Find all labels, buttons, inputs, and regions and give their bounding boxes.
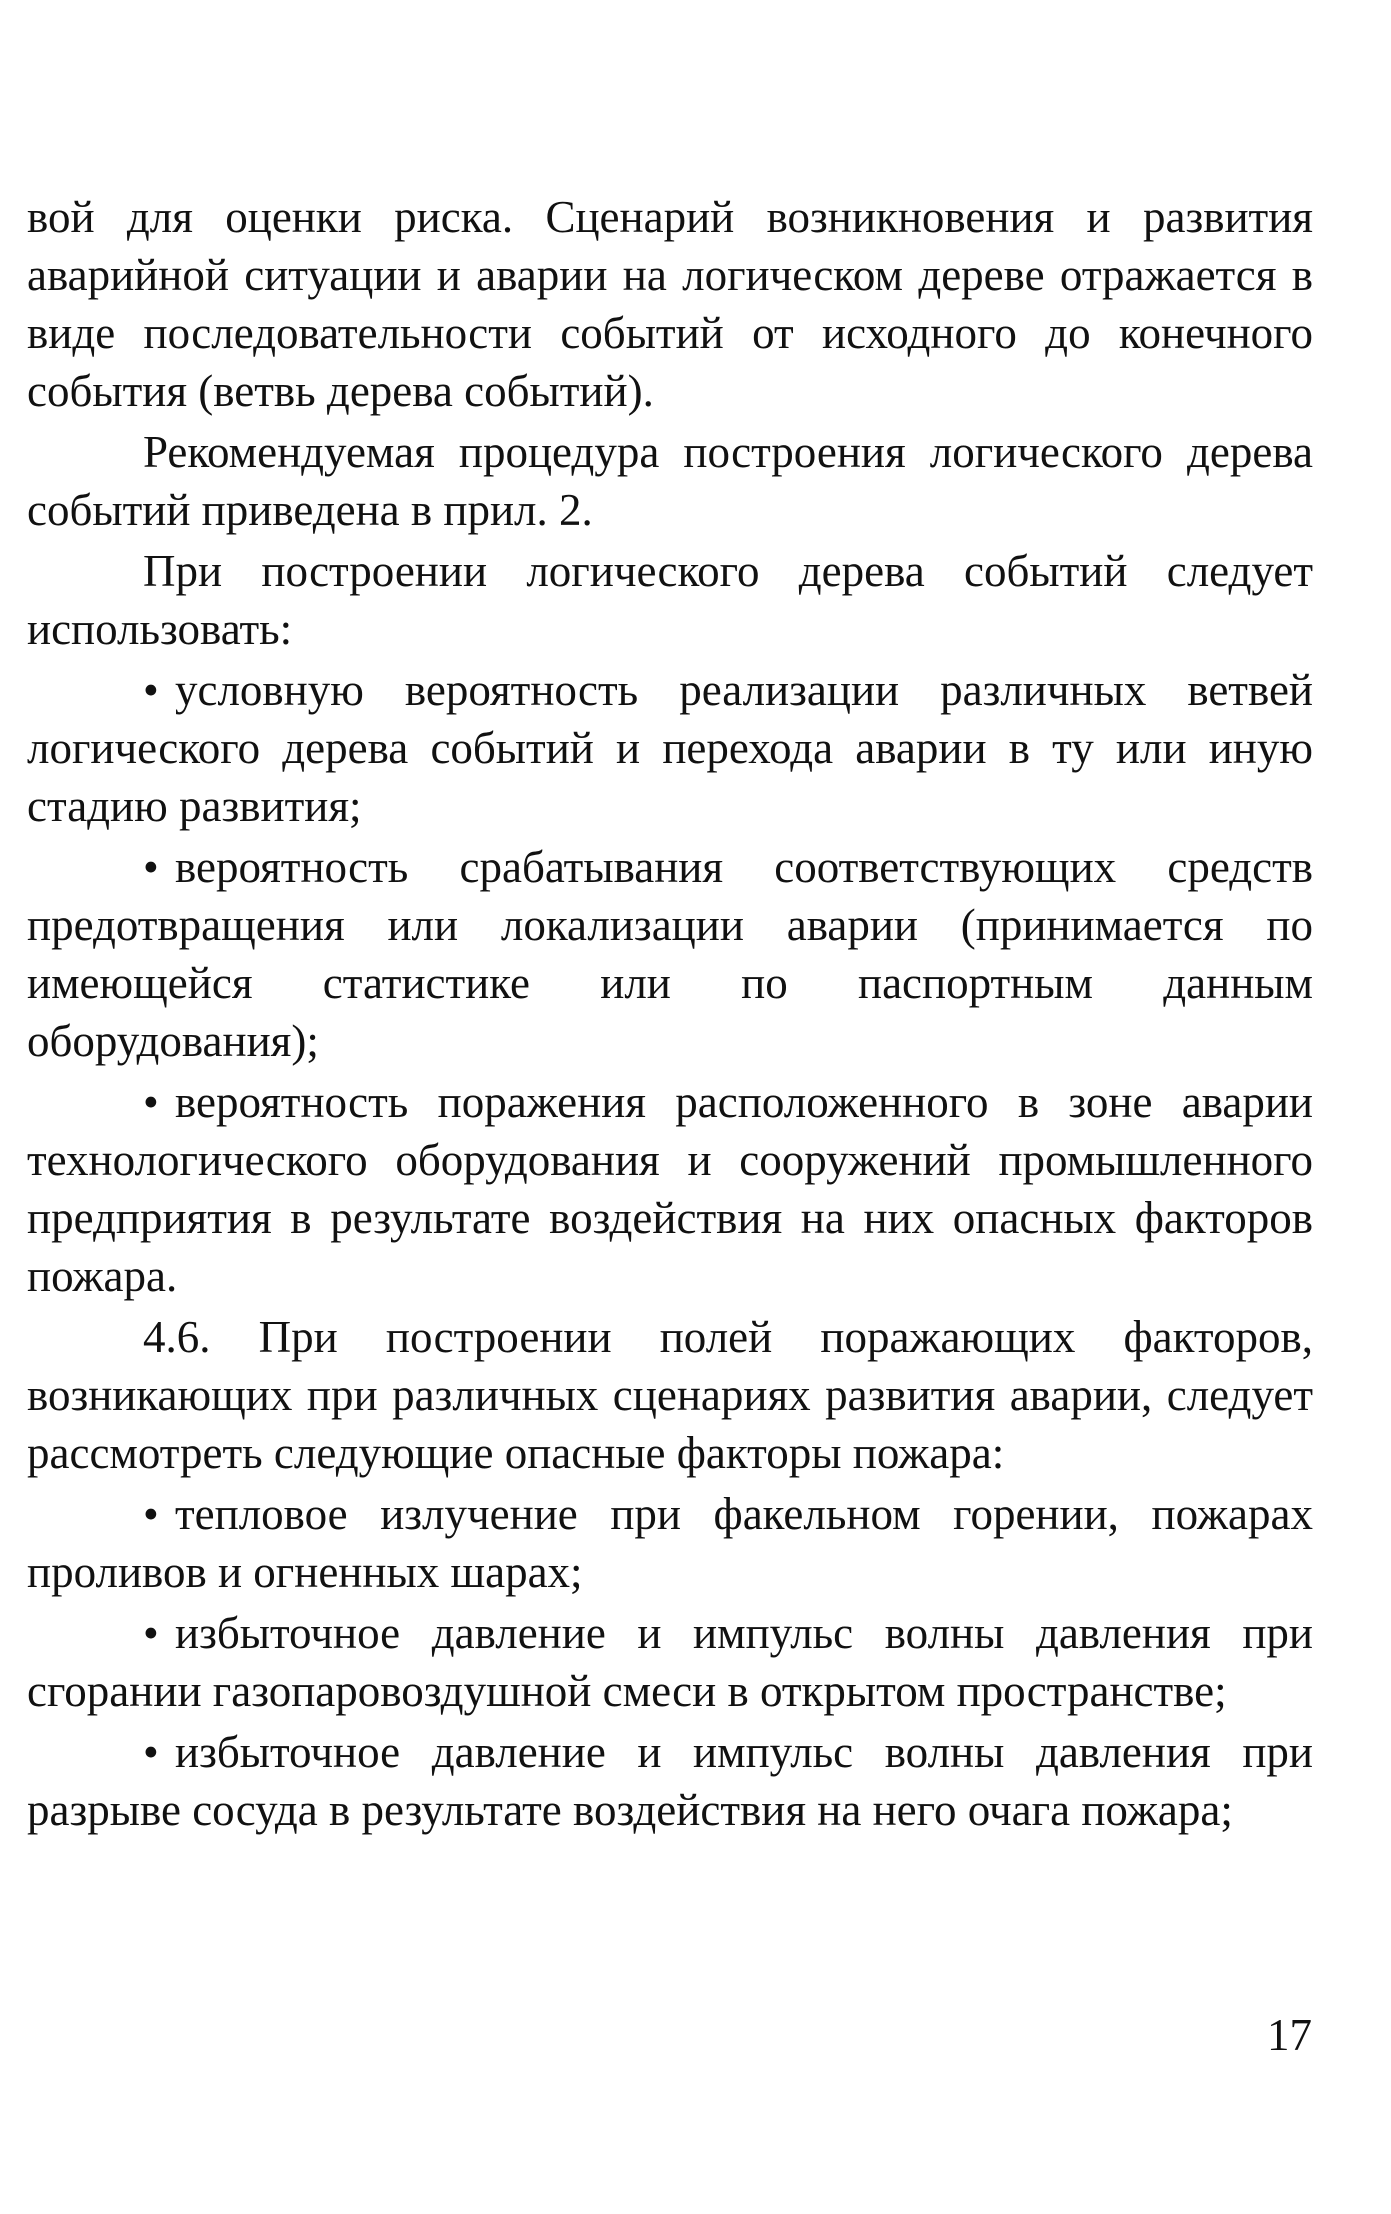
bullet-item bbox=[27, 661, 1313, 835]
bullet-text: тепловое излучение при факельном горении, пожарах проливов и огненных шарах; bbox=[27, 1489, 1313, 1597]
bullet-item bbox=[27, 1485, 1313, 1601]
paragraph: Рекомендуемая процедура построения логического дерева событий приведена в прил. 2. bbox=[27, 427, 1313, 535]
bullet-text: избыточное давление и импульс волны давления при сгорании газопаровоздушной смеси в открытом пространстве; bbox=[27, 1608, 1313, 1716]
bullet-text: вероятность срабатывания соответствующих средств предотвращения или локализации аварии (принимается по имеющейся статистике или по паспортным данным оборудования); bbox=[27, 842, 1313, 1066]
bullet-icon: • bbox=[143, 665, 159, 715]
paragraph: 4.6. При построении полей поражающих факторов, возникающих при различных сценариях развития аварии, следует рассмотреть следующие опасные факторы пожара: bbox=[27, 1312, 1313, 1478]
bullet-item bbox=[27, 1604, 1313, 1720]
bullet-icon: • bbox=[143, 842, 159, 892]
paragraph-continued: вой для оценки риска. Сценарий возникновения и развития аварийной ситуации и аварии на логическом дереве отражается в виде последовательности событий от исходного до конечного события (ветвь дерева событий). bbox=[27, 192, 1313, 416]
bullet-item bbox=[27, 838, 1313, 1070]
bullet-text: вероятность поражения расположенного в зоне аварии технологического оборудования и сооружений промышленного предприятия в результате воздействия на них опасных факторов пожара. bbox=[27, 1077, 1313, 1301]
page-body bbox=[27, 188, 1313, 1842]
bullet-text: условную вероятность реализации различных ветвей логического дерева событий и перехода аварии в ту или иную стадию развития; bbox=[27, 665, 1313, 831]
page-number: 17 bbox=[1267, 2010, 1312, 2060]
bullet-icon: • bbox=[143, 1608, 159, 1658]
bullet-text: избыточное давление и импульс волны давления при разрыве сосуда в результате воздействия на него очага пожара; bbox=[27, 1727, 1313, 1835]
bullet-item bbox=[27, 1723, 1313, 1839]
paragraph: При построении логического дерева событий следует использовать: bbox=[27, 546, 1313, 654]
bullet-icon: • bbox=[143, 1077, 159, 1127]
bullet-icon: • bbox=[143, 1489, 159, 1539]
bullet-item bbox=[27, 1073, 1313, 1305]
bullet-icon: • bbox=[143, 1727, 159, 1777]
